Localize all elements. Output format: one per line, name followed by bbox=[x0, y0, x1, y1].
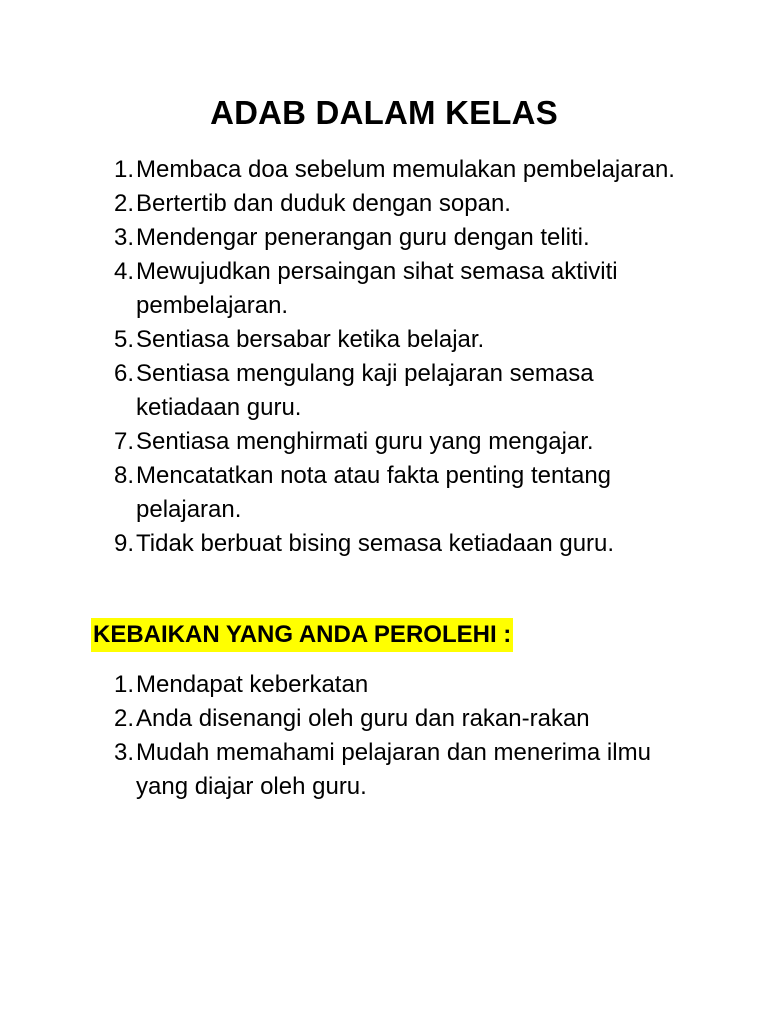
item-number: 6 . bbox=[112, 357, 136, 391]
item-number: 3 . bbox=[112, 736, 136, 770]
list-item bbox=[0, 527, 696, 561]
item-number: 1 . bbox=[112, 668, 136, 702]
item-text: Sentiasa mengulang kaji pelajaran semasa ketiadaan guru. bbox=[136, 360, 594, 421]
item-text: Mendapat keberkatan bbox=[136, 671, 369, 698]
list-item bbox=[0, 357, 696, 425]
item-number: 2 . bbox=[112, 702, 136, 736]
item-number: 4 . bbox=[112, 255, 136, 289]
list-item bbox=[0, 255, 696, 323]
list-item bbox=[0, 668, 696, 702]
item-text: Bertertib dan duduk dengan sopan. bbox=[136, 190, 511, 217]
item-number: 9 . bbox=[112, 527, 136, 561]
item-text: Mencatatkan nota atau fakta penting tentang pelajaran. bbox=[136, 462, 612, 523]
item-number: 3 . bbox=[112, 221, 136, 255]
item-text: Mendengar penerangan guru dengan teliti. bbox=[136, 224, 590, 251]
list-item bbox=[0, 187, 696, 221]
item-text: Mudah memahami pelajaran dan menerima ilmu yang diajar oleh guru. bbox=[136, 739, 651, 800]
item-text: Tidak berbuat bising semasa ketiadaan guru. bbox=[136, 530, 615, 557]
item-number: 1 . bbox=[112, 153, 136, 187]
list-item bbox=[0, 459, 696, 527]
list-item bbox=[0, 702, 696, 736]
benefits-heading: KEBAIKAN YANG ANDA PEROLEHI : bbox=[91, 618, 513, 652]
item-text: Anda disenangi oleh guru dan rakan-rakan bbox=[136, 705, 590, 732]
list-item bbox=[0, 736, 696, 804]
list-item bbox=[0, 425, 696, 459]
rules-list bbox=[0, 153, 696, 561]
item-number: 7 . bbox=[112, 425, 136, 459]
item-number: 8 . bbox=[112, 459, 136, 493]
document-title: ADAB DALAM KELAS bbox=[210, 94, 558, 131]
item-number: 2 . bbox=[112, 187, 136, 221]
benefits-list bbox=[0, 668, 696, 804]
item-text: Membaca doa sebelum memulakan pembelajaran. bbox=[136, 156, 675, 183]
list-item bbox=[0, 323, 696, 357]
list-item bbox=[0, 221, 696, 255]
item-text: Sentiasa menghirmati guru yang mengajar. bbox=[136, 428, 594, 455]
item-number: 5 . bbox=[112, 323, 136, 357]
list-item bbox=[0, 153, 696, 187]
item-text: Mewujudkan persaingan sihat semasa aktiviti pembelajaran. bbox=[136, 258, 618, 319]
item-text: Sentiasa bersabar ketika belajar. bbox=[136, 326, 485, 353]
